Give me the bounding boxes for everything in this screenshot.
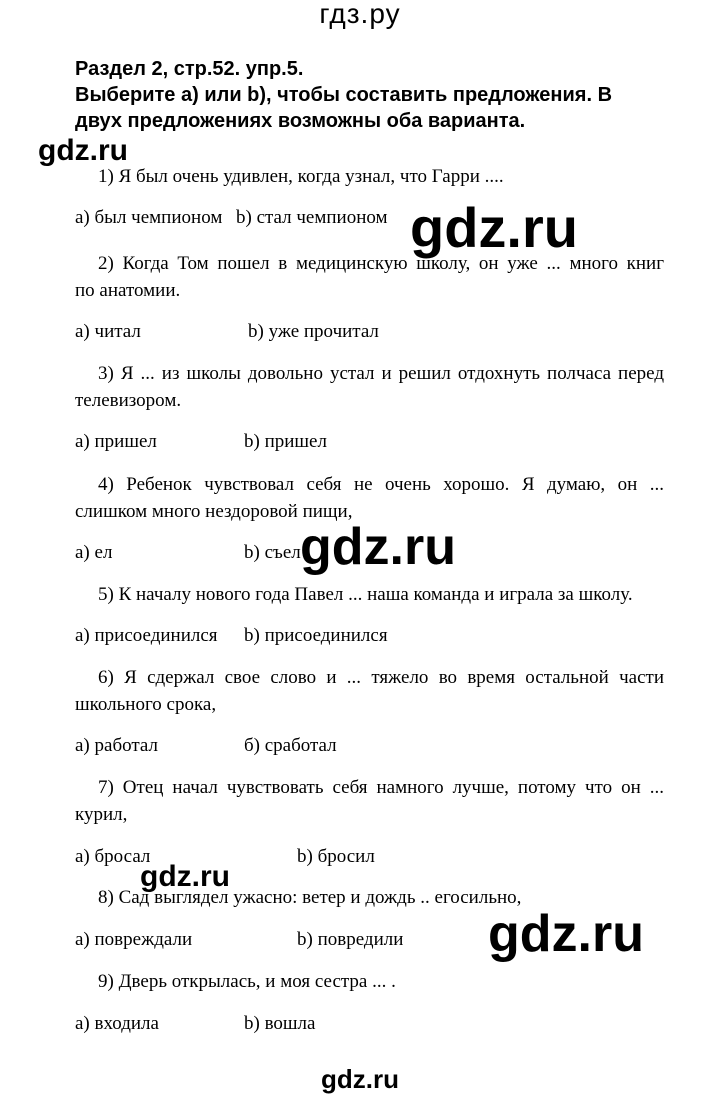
exercise-8-option-a: a) повреждали bbox=[75, 929, 193, 950]
exercise-9-option-a: a) входила bbox=[75, 1013, 159, 1034]
watermark-logo: gdz.ru bbox=[300, 518, 456, 576]
footer-watermark: gdz.ru bbox=[321, 1064, 399, 1094]
exercise-4-option-b: b) съел bbox=[244, 542, 301, 563]
exercise-1-option-a: a) был чемпионом bbox=[75, 207, 223, 228]
exercise-6-sentence-line-2: школьного срока, bbox=[75, 694, 217, 715]
exercise-1-sentence: 1) Я был очень удивлен, когда узнал, что Гарри .... bbox=[98, 166, 504, 187]
task-instruction-line-2: двух предложениях возможны оба варианта. bbox=[75, 110, 526, 132]
exercise-5-sentence: 5) К началу нового года Павел ... наша команда и играла за школу. bbox=[98, 584, 633, 605]
exercise-3-sentence-line-2: телевизором. bbox=[75, 390, 182, 411]
exercise-6-option-a: a) работал bbox=[75, 735, 158, 756]
exercise-5-option-b: b) присоединился bbox=[244, 625, 388, 646]
watermark-logo: gdz.ru bbox=[488, 905, 644, 963]
exercise-6-sentence-line-1: 6) Я сдержал свое слово и ... тяжело во время остальной части bbox=[98, 667, 664, 688]
exercise-2-option-a: a) читал bbox=[75, 321, 141, 342]
exercise-8-sentence: 8) Сад выглядел ужасно: ветер и дождь .. егосильно, bbox=[98, 887, 522, 908]
exercise-2-sentence-line-2: по анатомии. bbox=[75, 280, 181, 301]
exercise-7-option-a: a) бросал bbox=[75, 846, 151, 867]
exercise-4-sentence-line-1: 4) Ребенок чувствовал себя не очень хорошо. Я думаю, он ... bbox=[98, 474, 664, 495]
exercise-4-sentence-line-2: слишком много нездоровой пищи, bbox=[75, 501, 353, 522]
exercise-6-option-b: б) сработал bbox=[244, 735, 337, 756]
exercise-3-sentence-line-1: 3) Я ... из школы довольно устал и решил отдохнуть полчаса перед bbox=[98, 363, 664, 384]
exercise-7-sentence-line-2: курил, bbox=[75, 804, 128, 825]
watermark-logo: gdz.ru bbox=[140, 860, 230, 893]
section-title: Раздел 2, стр.52. упр.5. bbox=[75, 58, 304, 80]
exercise-1-option-b: b) стал чемпионом bbox=[236, 207, 388, 228]
exercise-7-option-b: b) бросил bbox=[297, 846, 375, 867]
exercise-3-option-a: a) пришел bbox=[75, 431, 157, 452]
header-watermark: гдз.ру bbox=[319, 0, 401, 29]
exercise-2-option-b: b) уже прочитал bbox=[248, 321, 379, 342]
exercise-5-option-a: a) присоединился bbox=[75, 625, 218, 646]
exercise-8-option-b: b) повредили bbox=[297, 929, 404, 950]
exercise-4-option-a: a) ел bbox=[75, 542, 113, 563]
exercise-9-sentence: 9) Дверь открылась, и моя сестра ... . bbox=[98, 971, 396, 992]
watermark-logo: gdz.ru bbox=[38, 134, 128, 167]
exercise-7-sentence-line-1: 7) Отец начал чувствовать себя намного лучше, потому что он ... bbox=[98, 777, 664, 798]
exercise-2-sentence-line-1: 2) Когда Том пошел в медицинскую школу, он уже ... много книг bbox=[98, 253, 664, 274]
exercise-3-option-b: b) пришел bbox=[244, 431, 327, 452]
task-instruction-line-1: Выберите a) или b), чтобы составить предложения. В bbox=[75, 84, 613, 106]
exercise-9-option-b: b) вошла bbox=[244, 1013, 316, 1034]
watermark-logo: gdz.ru bbox=[410, 196, 578, 259]
